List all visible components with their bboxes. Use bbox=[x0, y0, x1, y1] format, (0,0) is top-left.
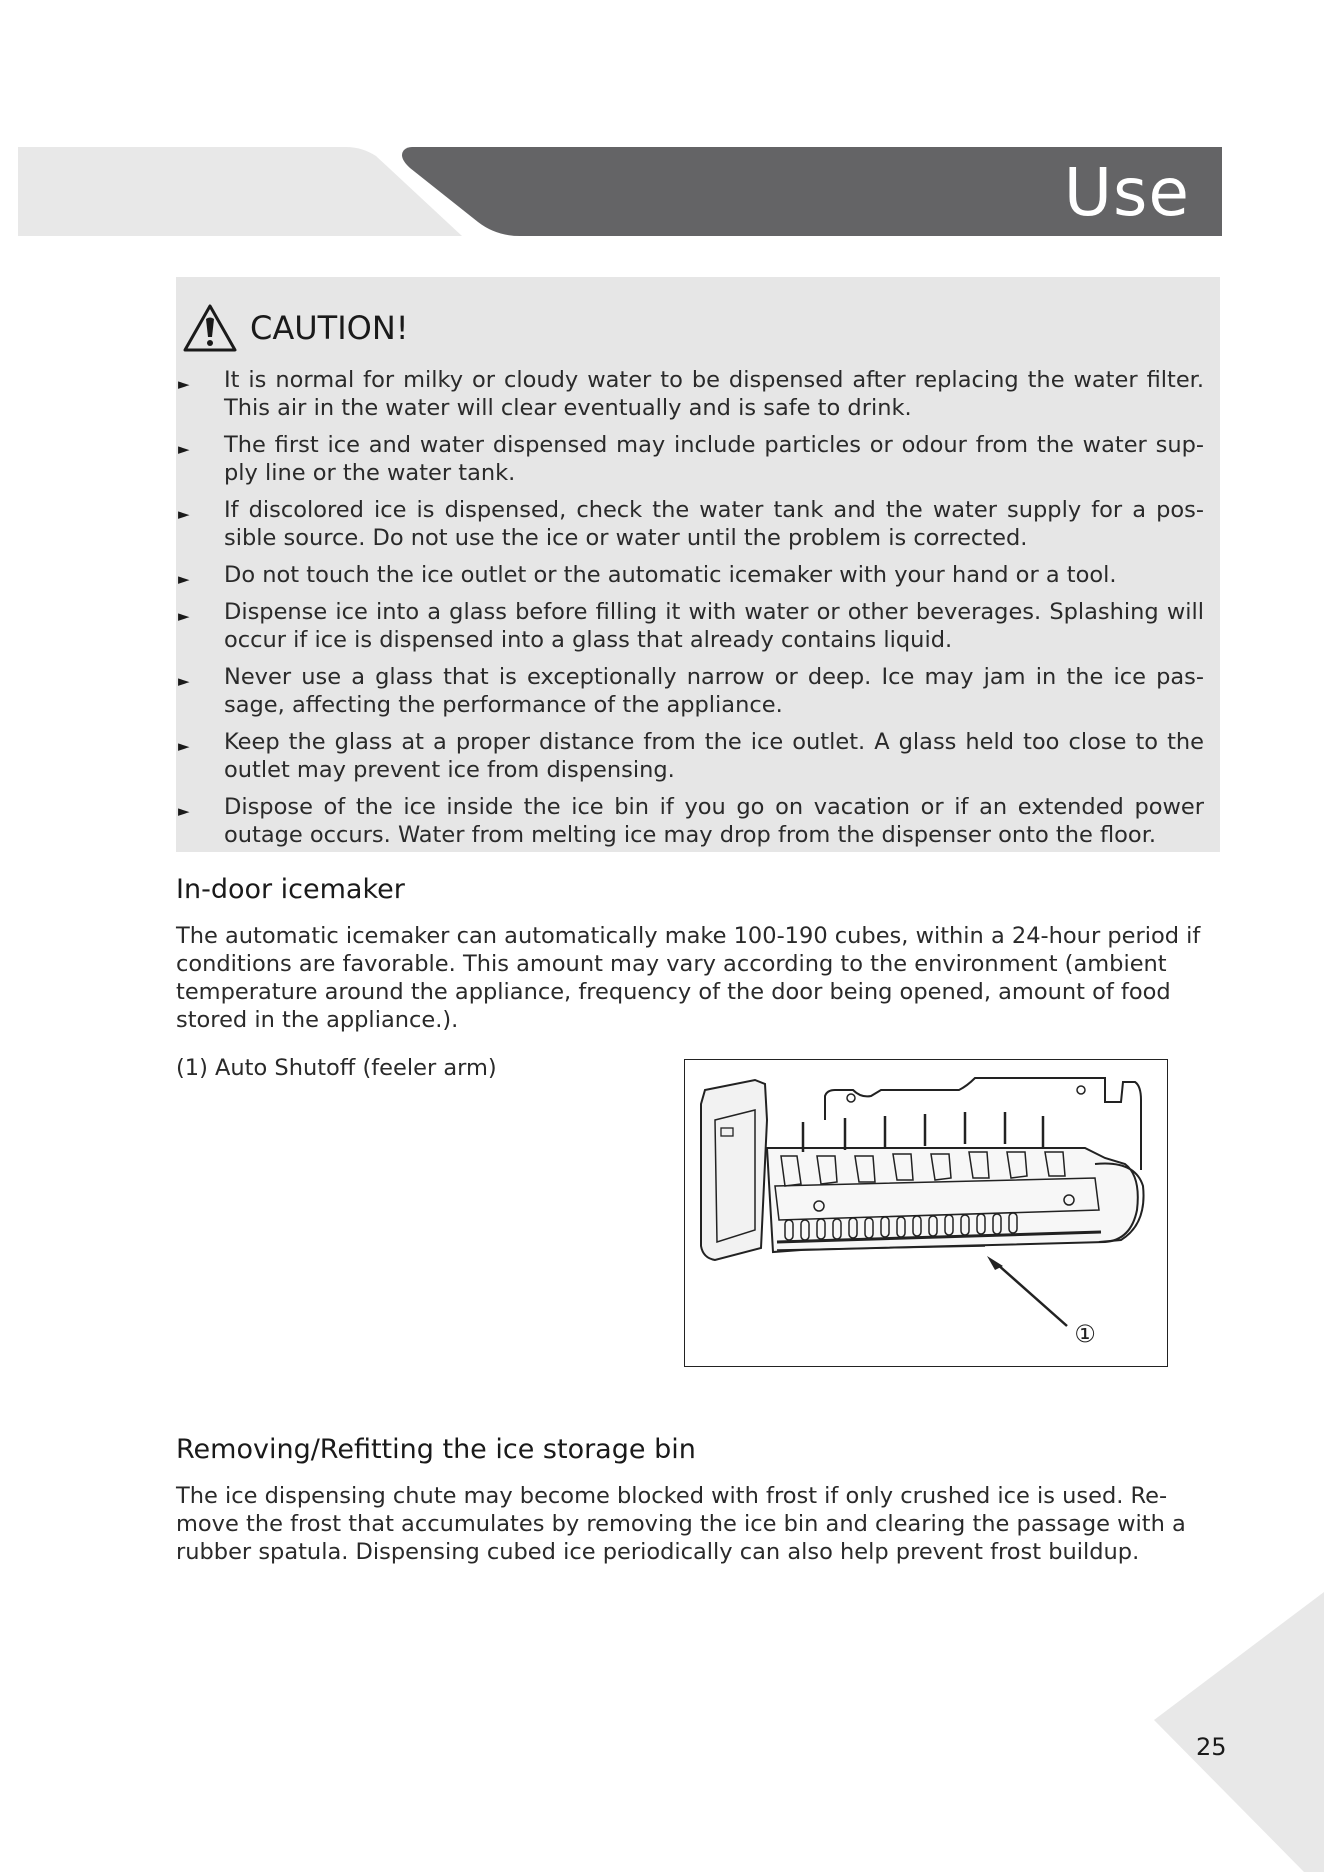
warning-icon bbox=[182, 302, 238, 354]
list-item: ► Keep the glass at a proper distance from the ice outlet. A glass held too close to the outlet may prevent ice from dispensing. bbox=[178, 729, 1204, 783]
list-item: ► It is normal for milky or cloudy water to be dispensed after replacing the water filter. This air in the water will clear eventually and is safe to drink. bbox=[178, 367, 1204, 421]
bullet-icon: ► bbox=[178, 440, 190, 458]
icemaker-heading: In-door icemaker bbox=[176, 874, 405, 905]
bullet-icon: ► bbox=[178, 802, 190, 820]
bullet-icon: ► bbox=[178, 570, 190, 588]
list-item: ► If discolored ice is dispensed, check the water tank and the water supply for a pos-sible source. Do not use the ice or water until the problem is corrected. bbox=[178, 497, 1204, 551]
list-item: ► Dispose of the ice inside the ice bin if you go on vacation or if an extended power outage occurs. Water from melting ice may drop from the dispenser onto the floor. bbox=[178, 794, 1204, 848]
icemaker-figure bbox=[684, 1059, 1168, 1367]
bullet-icon: ► bbox=[178, 375, 190, 393]
section-title: Use bbox=[1063, 154, 1190, 231]
bullet-icon: ► bbox=[178, 505, 190, 523]
page-number: 25 bbox=[1196, 1733, 1227, 1761]
caution-list bbox=[176, 366, 1204, 858]
list-item: ► Never use a glass that is exceptionally narrow or deep. Ice may jam in the ice pas-sage, affecting the performance of the appliance. bbox=[178, 664, 1204, 718]
caution-title: CAUTION! bbox=[250, 309, 409, 347]
icemaker-illustration bbox=[685, 1060, 1167, 1366]
list-item: ► The first ice and water dispensed may include particles or odour from the water sup-ply line or the water tank. bbox=[178, 432, 1204, 486]
ice-bin-paragraph: The ice dispensing chute may become blocked with frost if only crushed ice is used. Re-move the frost that accumulates by removing the ice bin and clearing the passage with a rubber spatula. Dispensing cubed ice periodically can also help prevent frost buildup. bbox=[176, 1483, 1186, 1565]
figure-callout: ① bbox=[1074, 1320, 1096, 1348]
icemaker-paragraph: The automatic icemaker can automatically make 100-190 cubes, within a 24-hour period if conditions are favorable. This amount may vary according to the environment (ambient temperature around the appliance, frequency of the door being opened, amount of food stored in the appliance.). bbox=[176, 923, 1201, 1033]
bullet-icon: ► bbox=[178, 607, 190, 625]
list-item: ► Dispense ice into a glass before filling it with water or other beverages. Splashing will occur if ice is dispensed into a glass that already contains liquid. bbox=[178, 599, 1204, 653]
ice-bin-heading: Removing/Refitting the ice storage bin bbox=[176, 1434, 696, 1465]
bullet-icon: ► bbox=[178, 737, 190, 755]
list-item: ► Do not touch the ice outlet or the automatic icemaker with your hand or a tool. bbox=[176, 561, 1204, 589]
bullet-icon: ► bbox=[178, 672, 190, 690]
page-corner-decoration bbox=[1154, 1592, 1324, 1872]
caution-heading bbox=[182, 300, 409, 356]
figure-caption: (1) Auto Shutoff (feeler arm) bbox=[176, 1055, 497, 1081]
